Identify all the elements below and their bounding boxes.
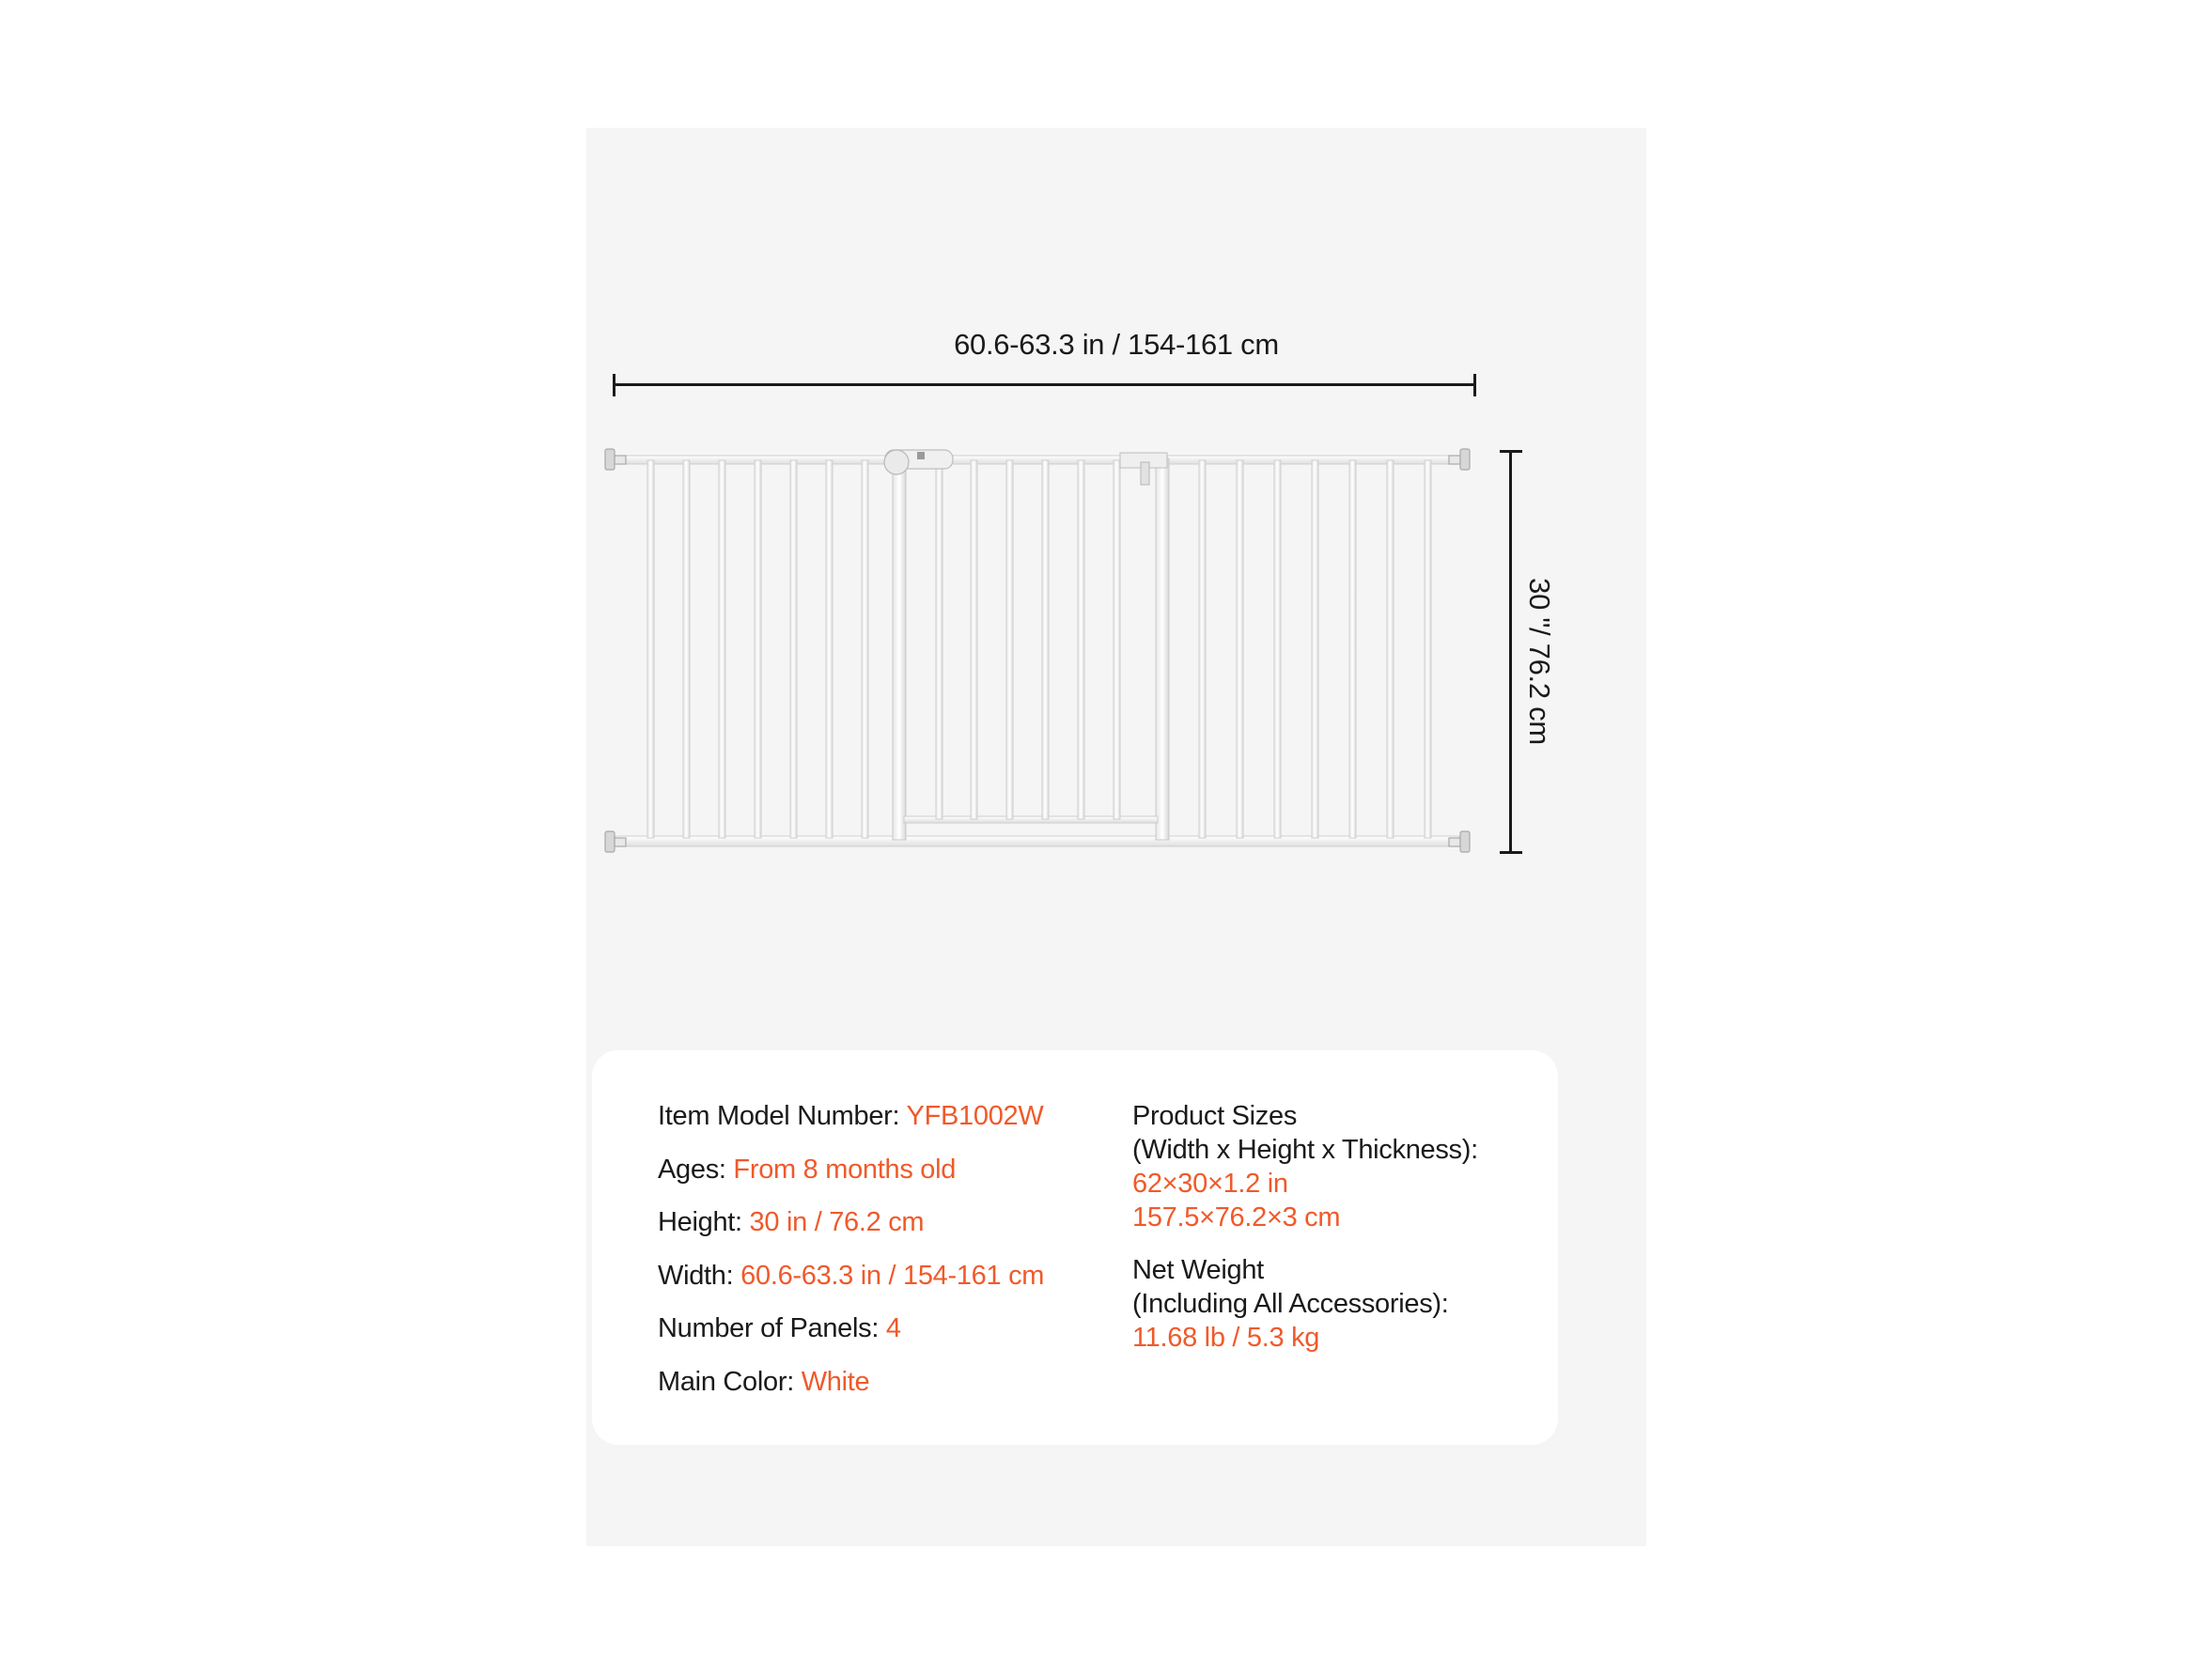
right-panel-bars	[1199, 460, 1431, 838]
spec-width	[658, 1259, 1044, 1293]
width-dimension-label: 60.6-63.3 in / 154-161 cm	[954, 328, 1279, 361]
gate-bottom-rail	[615, 836, 1460, 846]
latch-hook	[1141, 462, 1149, 485]
door-left-post	[893, 458, 906, 840]
net-weight-subtitle: (Including All Accessories):	[1132, 1289, 1449, 1319]
spec-label: Main Color:	[658, 1366, 802, 1397]
handle-button	[917, 452, 925, 459]
product-dimension-sheet	[586, 128, 1646, 1546]
specs-left-column	[658, 1099, 1044, 1418]
spec-value: White	[801, 1366, 870, 1397]
spec-main-color	[658, 1365, 1044, 1399]
net-weight-value: 11.68 lb / 5.3 kg	[1132, 1323, 1320, 1353]
product-sizes-title: Product Sizes	[1132, 1101, 1298, 1131]
net-weight-title: Net Weight	[1132, 1255, 1264, 1285]
spec-value: 4	[885, 1313, 901, 1343]
spec-value: 60.6-63.3 in / 154-161 cm	[740, 1260, 1045, 1291]
spec-number-of-panels	[658, 1311, 1044, 1345]
spec-ages	[658, 1153, 1044, 1186]
spec-label: Number of Panels:	[658, 1313, 886, 1343]
spec-value: 30 in / 76.2 cm	[749, 1207, 925, 1237]
specs-right-column	[1132, 1099, 1478, 1373]
spec-label: Ages:	[658, 1154, 734, 1185]
spec-label: Height:	[658, 1207, 750, 1237]
product-sizes-subtitle: (Width x Height x Thickness):	[1132, 1135, 1478, 1165]
door-bars	[936, 460, 1120, 819]
spec-value: From 8 months old	[733, 1154, 957, 1185]
spec-product-sizes	[1132, 1099, 1478, 1234]
specs-card	[592, 1050, 1558, 1445]
baby-gate-image	[586, 128, 1646, 1067]
product-sizes-value-cm: 157.5×76.2×3 cm	[1132, 1202, 1341, 1233]
door-right-post	[1156, 458, 1169, 840]
spec-net-weight	[1132, 1253, 1478, 1355]
height-dimension-label: 30 "/ 76.2 cm	[1523, 578, 1556, 745]
spec-label: Item Model Number:	[658, 1101, 907, 1131]
left-panel-bars	[647, 460, 868, 838]
product-sizes-value-in: 62×30×1.2 in	[1132, 1169, 1288, 1199]
spec-model-number	[658, 1099, 1044, 1133]
handle-knob	[884, 450, 909, 474]
spec-height	[658, 1205, 1044, 1239]
spec-label: Width:	[658, 1260, 741, 1291]
pressure-mount-pads	[605, 449, 1470, 852]
gate-top-rail	[615, 456, 1460, 464]
spec-value: YFB1002W	[906, 1101, 1044, 1131]
